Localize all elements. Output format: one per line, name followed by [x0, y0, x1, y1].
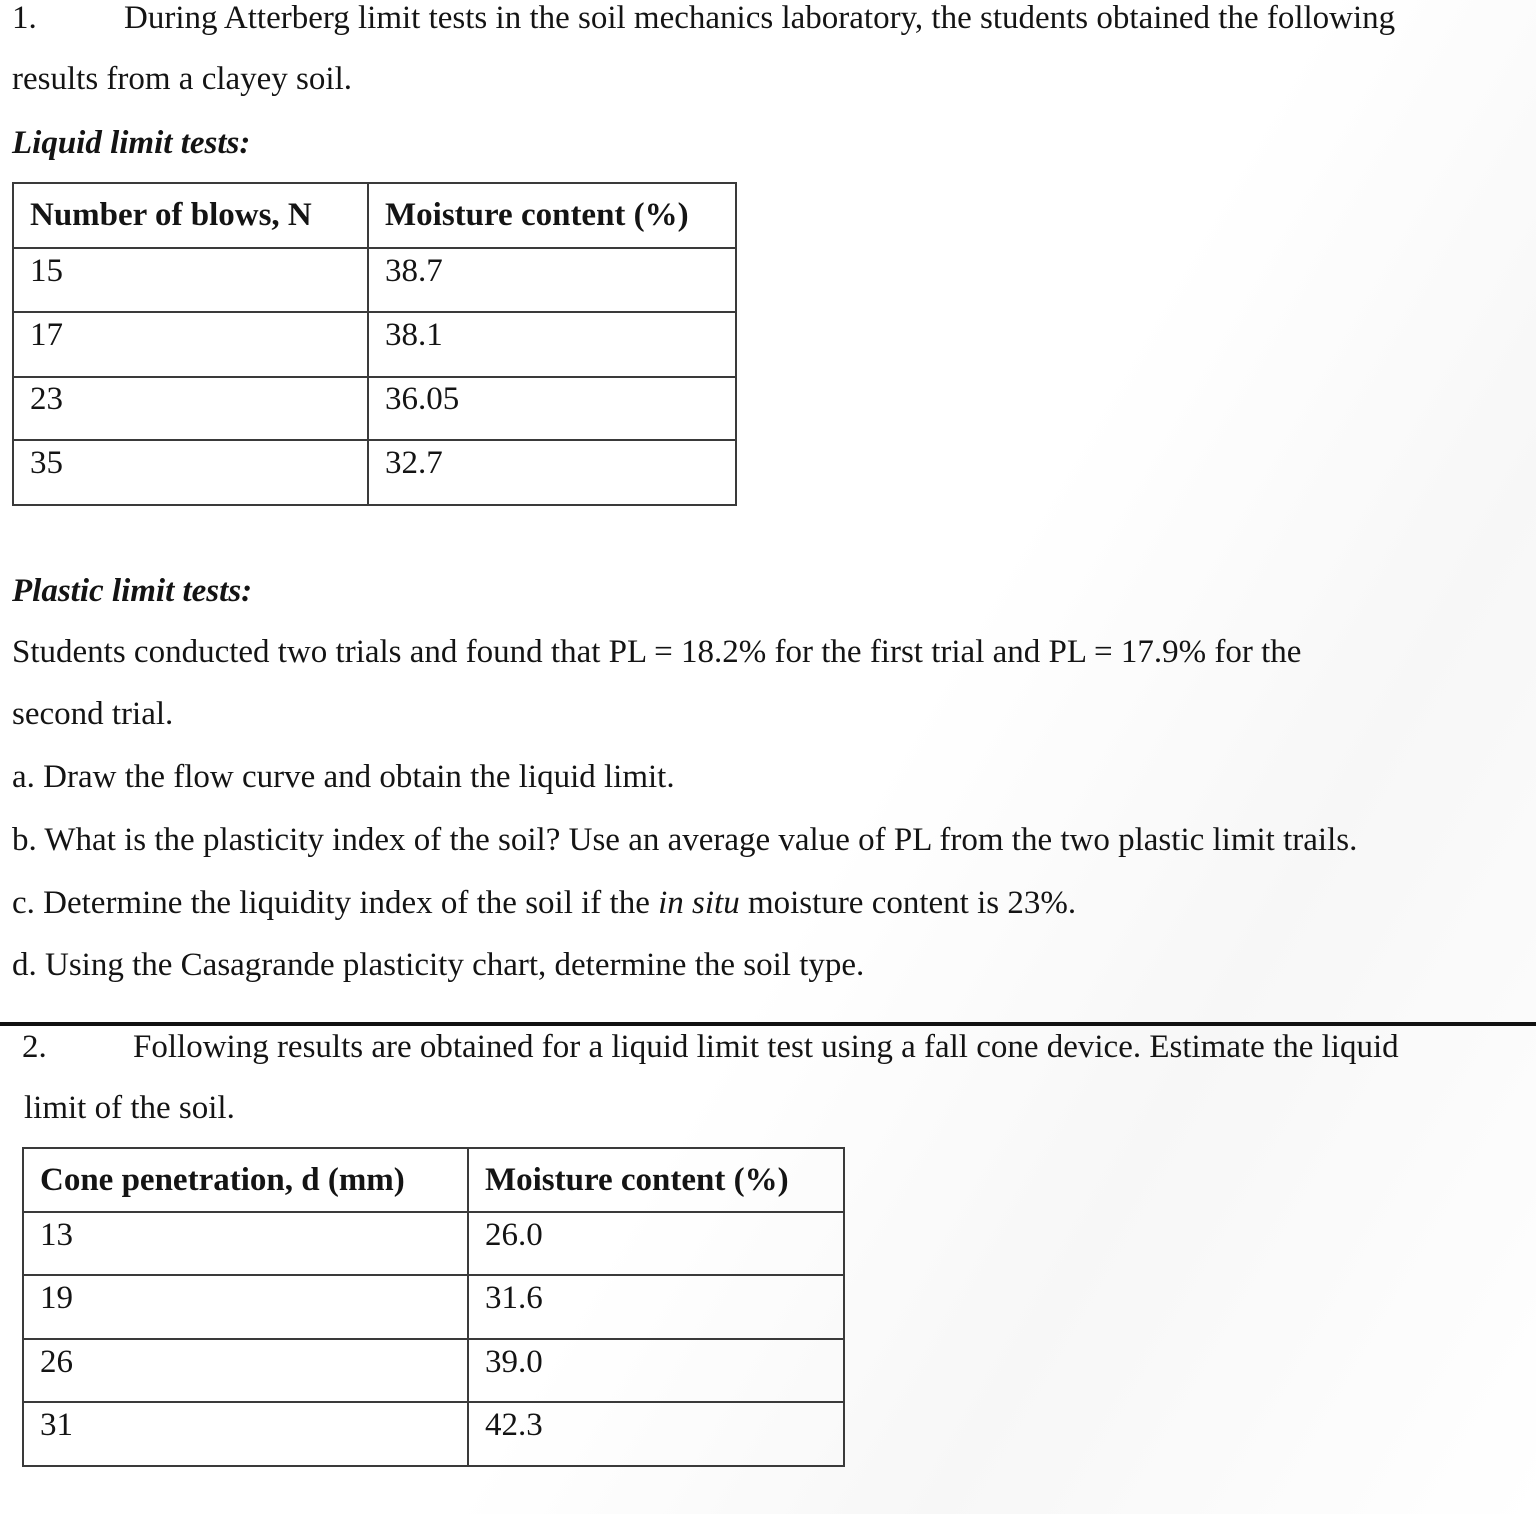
table-cell: 15 — [13, 248, 368, 312]
cone-penetration-table — [22, 1147, 845, 1467]
table-cell: 23 — [13, 377, 368, 440]
table-cell: 35 — [13, 440, 368, 505]
question-part-a: a. Draw the flow curve and obtain the liquid limit. — [12, 759, 675, 795]
table-cell: 31.6 — [468, 1275, 844, 1339]
question-part-b: b. What is the plasticity index of the soil? Use an average value of PL from the two plastic limit trails. — [12, 822, 1358, 858]
section-divider — [0, 1022, 1536, 1026]
column-header: Number of blows, N — [13, 183, 368, 248]
q1-number: 1. — [12, 0, 37, 36]
table-row — [23, 1275, 844, 1339]
table-header-row — [23, 1148, 844, 1212]
liquid-limit-heading: Liquid limit tests: — [12, 125, 251, 161]
table-row — [13, 312, 736, 377]
table-cell: 26.0 — [468, 1212, 844, 1275]
table-header-row — [13, 183, 736, 248]
part-c-text-end: moisture content is 23%. — [739, 885, 1077, 921]
table-cell: 36.05 — [368, 377, 736, 440]
table-row — [13, 248, 736, 312]
q1-intro-line2: results from a clayey soil. — [12, 61, 352, 97]
table-row — [13, 440, 736, 505]
plastic-limit-line2: second trial. — [12, 696, 174, 732]
part-c-emphasis: in situ — [658, 885, 740, 921]
q1-intro-line1: During Atterberg limit tests in the soil mechanics laboratory, the students obtained the following — [124, 0, 1396, 36]
table-cell: 38.7 — [368, 248, 736, 312]
table-row — [23, 1339, 844, 1402]
liquid-limit-table — [12, 182, 737, 506]
q2-intro-line1: Following results are obtained for a liquid limit test using a fall cone device. Estimate the liquid — [133, 1029, 1399, 1065]
table-cell: 13 — [23, 1212, 468, 1275]
column-header: Moisture content (%) — [368, 183, 736, 248]
plastic-limit-heading: Plastic limit tests: — [12, 573, 253, 609]
table-cell: 38.1 — [368, 312, 736, 377]
question-part-c — [12, 883, 1076, 923]
q2-number: 2. — [22, 1029, 47, 1065]
table-cell: 39.0 — [468, 1339, 844, 1402]
column-header: Cone penetration, d (mm) — [23, 1148, 468, 1212]
table-cell: 26 — [23, 1339, 468, 1402]
table-row — [23, 1212, 844, 1275]
plastic-limit-line1: Students conducted two trials and found that PL = 18.2% for the first trial and PL = 17.9% for the — [12, 634, 1302, 670]
column-header: Moisture content (%) — [468, 1148, 844, 1212]
table-cell: 17 — [13, 312, 368, 377]
table-cell: 32.7 — [368, 440, 736, 505]
table-cell: 42.3 — [468, 1402, 844, 1466]
q2-intro-line2: limit of the soil. — [24, 1090, 235, 1126]
question-part-d: d. Using the Casagrande plasticity chart, determine the soil type. — [12, 947, 865, 983]
table-row — [23, 1402, 844, 1466]
table-row — [13, 377, 736, 440]
part-c-text: c. Determine the liquidity index of the soil if the — [12, 885, 659, 921]
table-cell: 19 — [23, 1275, 468, 1339]
table-cell: 31 — [23, 1402, 468, 1466]
